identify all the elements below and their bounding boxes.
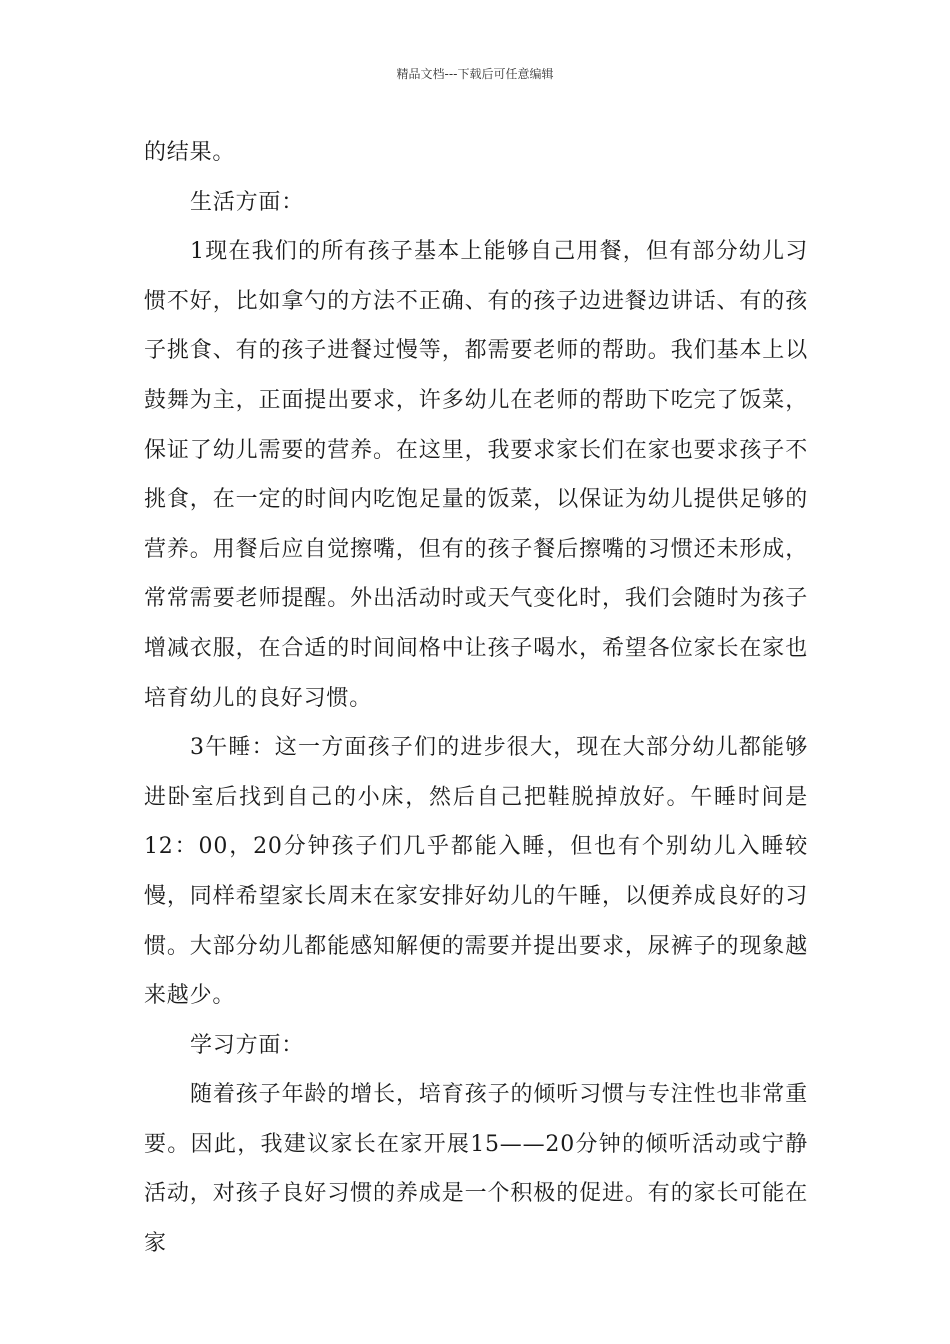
paragraph-continuation: 的结果。 bbox=[144, 140, 236, 165]
section-heading-life: 生活方面： bbox=[190, 189, 305, 215]
document-body bbox=[144, 128, 808, 1269]
section-heading-study: 学习方面： bbox=[190, 1032, 305, 1058]
paragraph-nap: 3午睡：这一方面孩子们的进步很大，现在大部分幼儿都能够进卧室后找到自己的小床，然后自己把鞋脱掉放好。午睡时间是12：00，20分钟孩子们几乎都能入睡，但也有个别幼儿入睡较慢，同样希望家长周末在家安排好幼儿的午睡，以便养成良好的习惯。大部分幼儿都能感知解便的需要并提出要求，尿裤子的现象越来越少。 bbox=[144, 735, 808, 1009]
paragraph-listening: 随着孩子年龄的增长，培育孩子的倾听习惯与专注性也非常重要。因此，我建议家长在家开展15——20分钟的倾听活动或宁静活动，对孩子良好习惯的养成是一个积极的促进。有的家长可能在家 bbox=[144, 1082, 808, 1257]
page-header: 精品文档---下载后可任意编辑 bbox=[396, 67, 554, 81]
paragraph-meals: 1现在我们的所有孩子基本上能够自己用餐，但有部分幼儿习惯不好，比如拿勺的方法不正确、有的孩子边进餐边讲话、有的孩子挑食、有的孩子进餐过慢等，都需要老师的帮助。我们基本上以鼓舞为主，正面提出要求，许多幼儿在老师的帮助下吃完了饭菜，保证了幼儿需要的营养。在这里，我要求家长们在家也要求孩子不挑食，在一定的时间内吃饱足量的饭菜，以保证为幼儿提供足够的营养。用餐后应自觉擦嘴，但有的孩子餐后擦嘴的习惯还未形成，常常需要老师提醒。外出活动时或天气变化时，我们会随时为孩子增减衣服，在合适的时间间格中让孩子喝水，希望各位家长在家也培育幼儿的良好习惯。 bbox=[144, 239, 808, 711]
